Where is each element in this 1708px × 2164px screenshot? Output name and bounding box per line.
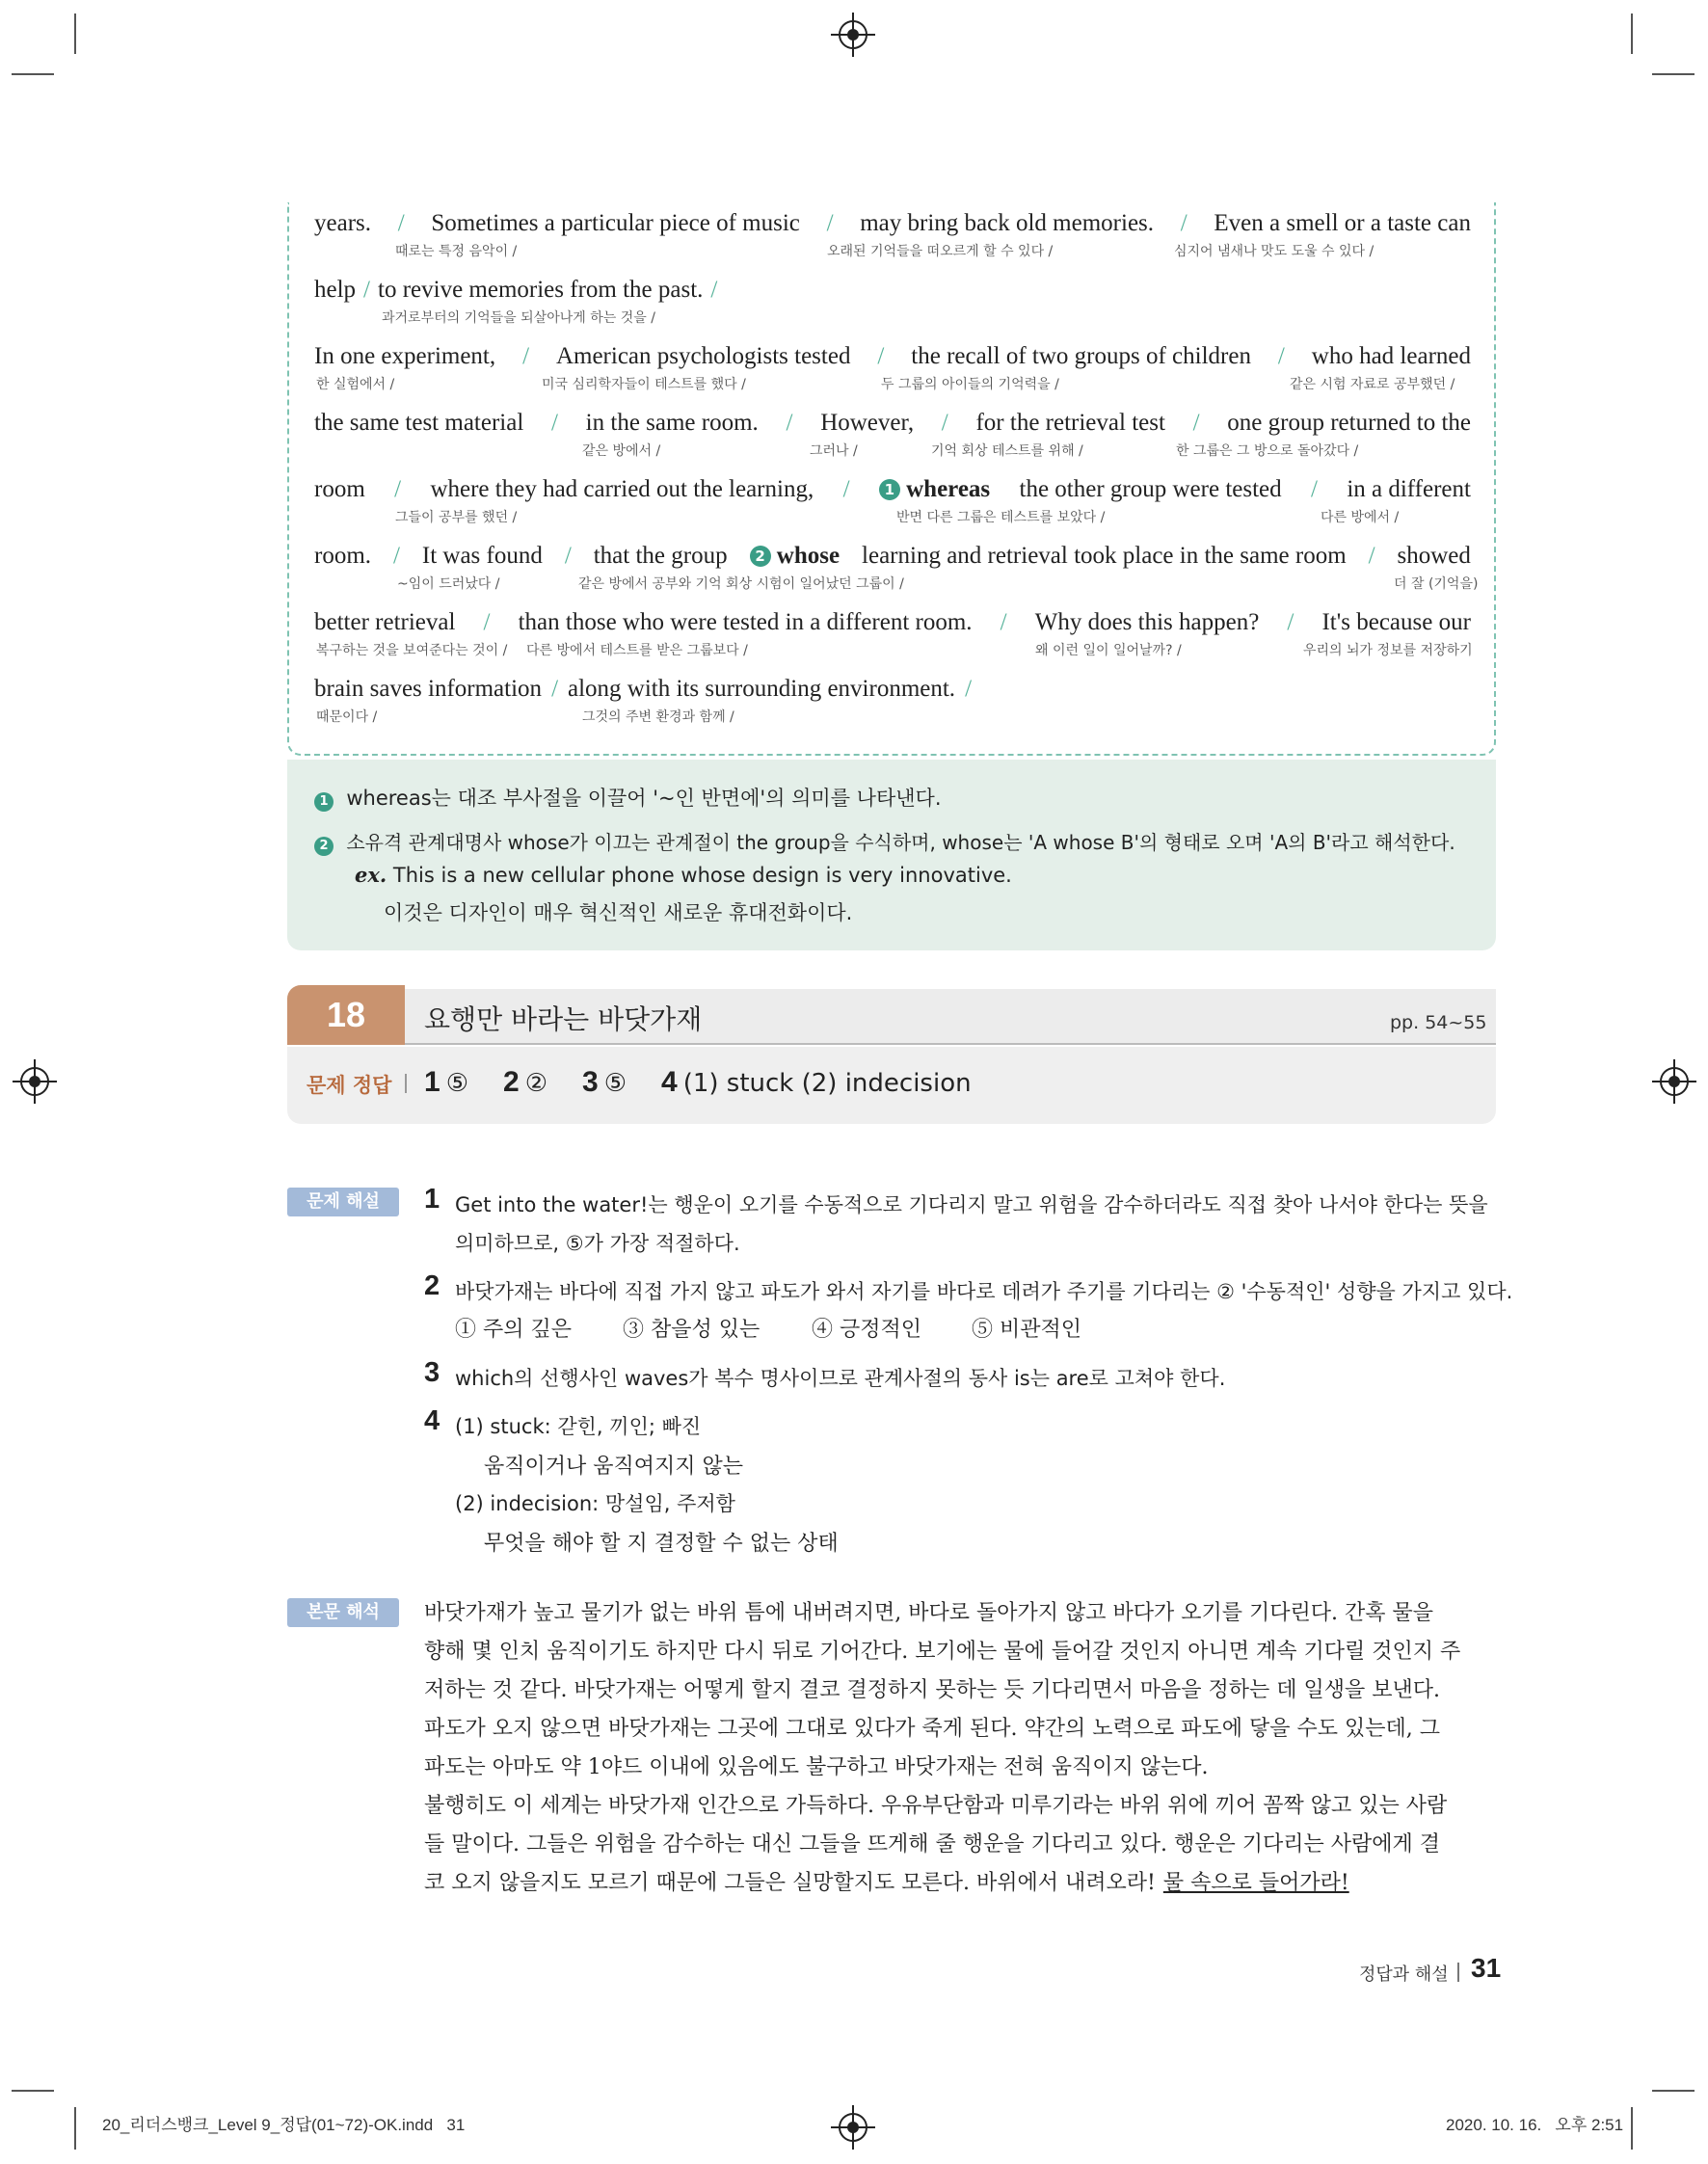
gloss: 반면 다른 그룹은 테스트를 보았다 / [896, 510, 1106, 525]
gloss: 때로는 특정 음악이 / [395, 244, 518, 259]
print-slug-date: 2020. 10. 16. 오후 2:51 [1446, 2116, 1624, 2134]
explanation-tag: 문제 해설 [287, 1188, 399, 1216]
gloss: 우리의 뇌가 정보를 저장하기 [1303, 643, 1473, 658]
translation-text: 바닷가재가 높고 물기가 없는 바위 틈에 내버려지면, 바다로 돌아가지 않고 바다가 오기를 기다린다. 간혹 물을 [424, 1601, 1433, 1625]
chunk: the same test material [314, 410, 524, 436]
example-english: This is a new cellular phone whose design is very innovative. [392, 864, 1012, 887]
translation-text: 저하는 것 같다. 바닷가재는 어떻게 할지 결코 결정하지 못하는 듯 기다리면서 마음을 정하는 데 일생을 보낸다. [424, 1678, 1440, 1702]
grammar-note-2 [314, 827, 1455, 856]
slash: / [842, 476, 850, 502]
translation-line [424, 1866, 1496, 1896]
crop-mark [74, 13, 76, 54]
vocab-item: (1) stuck: 갇힌, 끼인; 빠진 [455, 1415, 702, 1438]
question-number: 1 [424, 1184, 440, 1215]
translation-text: 파도가 오지 않으면 바닷가재는 그곳에 그대로 있다가 죽게 된다. 약간의 노력으로 파도에 닿을 수도 있는데, 그 [424, 1717, 1440, 1741]
slash: / [1180, 210, 1188, 236]
gloss: 다른 방에서 / [1321, 510, 1400, 525]
section-title: 요행만 바라는 바닷가재 [424, 1003, 703, 1035]
question-number: 2 [424, 1270, 440, 1301]
registration-mark-icon [20, 1067, 49, 1096]
gloss: 더 잘 (기억을) [1394, 576, 1479, 592]
gloss: 한 실험에서 / [316, 377, 395, 392]
option-translation: ① 주의 깊은 [455, 1318, 572, 1342]
answer-value: (1) stuck (2) indecision [682, 1069, 972, 1098]
chunk: It was found [421, 543, 543, 569]
slash: / [1287, 609, 1294, 635]
gloss: 같은 방에서 공부와 기억 회상 시험이 일어났던 그룹이 / [578, 576, 904, 592]
chunk: to revive memories from the past. [378, 277, 704, 303]
vocab-definition: 무엇을 해야 할 지 결정할 수 없는 상태 [484, 1532, 839, 1556]
answer-number: 4 [661, 1066, 678, 1098]
gloss: 왜 이런 일이 일어날까? / [1035, 643, 1182, 658]
question-explanation: 의미하므로, ⑤가 가장 적절하다. [455, 1232, 740, 1255]
grammar-note-marker-2: 2 [750, 546, 771, 567]
print-slug-filename: 20_리더스뱅크_Level 9_정답(01~72)-OK.indd 31 [102, 2116, 466, 2134]
page-range: pp. 54~55 [1390, 1012, 1487, 1033]
page-number: 31 [1471, 1953, 1502, 1983]
answer-value: ⑤ [445, 1069, 468, 1098]
translation-text: 들 말이다. 그들은 위험을 감수하는 대신 그들을 뜨게해 줄 행운을 기다리고 있다. 행운은 기다리는 사람에게 결 [424, 1832, 1440, 1857]
chunk: in the same room. [585, 410, 759, 436]
passage-line [314, 410, 1471, 437]
chunk: that the group [593, 543, 728, 569]
divider [405, 1074, 407, 1093]
passage-line [314, 609, 1471, 636]
slash: / [826, 210, 834, 236]
gloss: 다른 방에서 테스트를 받은 그룹보다 / [526, 643, 748, 658]
gloss: ~임이 드러났다 / [397, 576, 500, 592]
note-number-badge: 2 [314, 837, 334, 856]
chunk: better retrieval [314, 609, 456, 635]
slash: / [965, 676, 973, 702]
answer-item [661, 1066, 972, 1099]
gloss: 복구하는 것을 보여준다는 것이 / [316, 643, 508, 658]
translation-text: 불행히도 이 세계는 바닷가재 인간으로 가득하다. 우유부단함과 미루기라는 바위 위에 끼어 꼼짝 않고 있는 사람 [424, 1794, 1448, 1818]
chunk: American psychologists tested [555, 343, 851, 369]
passage-line [314, 543, 1471, 570]
question-number: 4 [424, 1405, 440, 1436]
translation-text: 코 오지 않을지도 모르기 때문에 그들은 실망할지도 모른다. 바위에서 내려오라! [424, 1871, 1156, 1895]
gloss: 같은 시험 자료로 공부했던 / [1290, 377, 1455, 392]
section-number-badge: 18 [287, 985, 405, 1045]
chunk: However, [820, 410, 915, 436]
highlighted-word: whereas [906, 476, 991, 502]
grammar-note-marker-1: 1 [879, 479, 900, 500]
option-translation: ⑤ 비관적인 [972, 1318, 1082, 1342]
chunk: learning and retrieval took place in the same room [862, 543, 1347, 569]
gloss: 기억 회상 테스트를 위해 / [931, 443, 1083, 459]
chunk: than those who were tested in a different room. [518, 609, 973, 635]
chunk: in a different [1347, 476, 1471, 502]
chunk: along with its surrounding environment. [568, 676, 956, 702]
chunk: room [314, 476, 365, 502]
translation-tag: 본문 해석 [287, 1598, 399, 1627]
slash: / [877, 343, 885, 369]
note-number-badge: 1 [314, 792, 334, 812]
chunk: Even a smell or a taste can [1214, 210, 1471, 236]
answer-number: 1 [424, 1066, 440, 1098]
gloss: 오래된 기억들을 떠오르게 할 수 있다 / [827, 244, 1054, 259]
translation-text: 파도는 아마도 약 1야드 이내에 있음에도 불구하고 바닷가재는 전혀 움직이지 않는다. [424, 1755, 1209, 1779]
note-text: 소유격 관계대명사 whose가 이끄는 관계절이 the group을 수식하며, whose는 'A whose B'의 형태로 오며 'A의 B'라고 해석한다. [346, 831, 1455, 854]
slash: / [786, 410, 793, 436]
translation-line [424, 1828, 1496, 1857]
highlighted-word: whose [776, 543, 841, 569]
slash: / [1000, 609, 1007, 635]
chunk: may bring back old memories. [860, 210, 1155, 236]
chunk: who had learned [1311, 343, 1471, 369]
slash: / [363, 277, 370, 303]
slash: / [710, 277, 718, 303]
slash: / [522, 343, 530, 369]
crop-mark [12, 2090, 54, 2092]
answer-item [503, 1066, 547, 1099]
gloss: 그것의 주변 환경과 함께 / [582, 709, 734, 725]
chunk: room. [314, 543, 372, 569]
chunk: In one experiment, [314, 343, 496, 369]
translation-line [424, 1635, 1496, 1665]
slash: / [1311, 476, 1318, 502]
chunk: brain saves information [314, 676, 543, 702]
answer-number: 3 [582, 1066, 599, 1098]
chunk: showed [1397, 543, 1471, 569]
note-text: whereas는 대조 부사절을 이끌어 '~인 반면에'의 의미를 나타낸다. [346, 787, 942, 810]
slash: / [1277, 343, 1285, 369]
gloss: 두 그룹의 아이들의 기억력을 / [881, 377, 1059, 392]
option-translation: ④ 긍정적인 [812, 1318, 922, 1342]
slash: / [941, 410, 948, 436]
question-explanation: which의 선행사인 waves가 복수 명사이므로 관계사절의 동사 is는 are로 고쳐야 한다. [455, 1367, 1226, 1390]
example-label: ex. [355, 863, 387, 887]
answer-value: ⑤ [603, 1069, 627, 1098]
registration-mark-icon [1660, 1067, 1689, 1096]
question-number: 3 [424, 1357, 440, 1388]
translation-line [424, 1596, 1496, 1626]
gloss: 과거로부터의 기억들을 되살아나게 하는 것을 / [382, 310, 655, 326]
passage-line [314, 676, 1471, 703]
gloss: 한 그룹은 그 방으로 돌아갔다 / [1176, 443, 1359, 459]
chunk: Sometimes a particular piece of music [431, 210, 800, 236]
chunk: the recall of two groups of children [911, 343, 1251, 369]
gloss: 때문이다 / [316, 709, 378, 725]
crop-mark [1652, 2090, 1695, 2092]
slash: / [551, 410, 558, 436]
slash: / [483, 609, 491, 635]
crop-mark [1652, 73, 1695, 75]
divider [1457, 1963, 1459, 1982]
gloss: 그러나 / [810, 443, 858, 459]
question-explanation: 바닷가재는 바다에 직접 가지 않고 파도가 와서 자기를 바다로 데려가 주기를 기다리는 ② '수동적인' 성향을 가지고 있다. [455, 1280, 1513, 1303]
slash: / [551, 676, 559, 702]
question-explanation: Get into the water!는 행운이 오기를 수동적으로 기다리지 말고 위험을 감수하더라도 직접 찾아 나서야 한다는 뜻을 [455, 1193, 1488, 1216]
slash: / [397, 210, 405, 236]
chunk: Why does this happen? [1034, 609, 1260, 635]
slash: / [394, 476, 402, 502]
option-translation: ③ 참을성 있는 [623, 1318, 761, 1342]
gloss: 그들이 공부를 했던 / [395, 510, 518, 525]
example-translation: 이것은 디자인이 매우 혁신적인 새로운 휴대전화이다. [384, 901, 853, 924]
chunk: where they had carried out the learning, [430, 476, 814, 502]
chunk: It's because our [1321, 609, 1471, 635]
crop-mark [12, 73, 54, 75]
chunk: years. [314, 210, 371, 236]
answer-item [582, 1066, 627, 1099]
registration-mark-icon [839, 20, 867, 49]
slash: / [1192, 410, 1200, 436]
chunk: one group returned to the [1227, 410, 1471, 436]
translation-line [424, 1789, 1496, 1819]
grammar-note-1 [314, 783, 942, 812]
crop-mark [1631, 13, 1633, 54]
chunk: for the retrieval test [975, 410, 1165, 436]
translation-line [424, 1750, 1496, 1780]
gloss: 같은 방에서 / [582, 443, 661, 459]
answer-value: ② [524, 1069, 547, 1098]
chunk: the other group were tested [1019, 476, 1282, 502]
slash: / [1368, 543, 1375, 569]
example-sentence [355, 863, 1012, 887]
crop-mark [74, 2107, 76, 2150]
answer-label: 문제 정답 [307, 1074, 392, 1097]
passage-line [314, 476, 1471, 503]
vocab-definition: 움직이거나 움직여지지 않는 [484, 1455, 744, 1479]
gloss: 미국 심리학자들이 테스트를 했다 / [542, 377, 746, 392]
slash: / [564, 543, 572, 569]
crop-mark [1631, 2107, 1633, 2150]
footer-label: 정답과 해설 [1359, 1964, 1449, 1985]
passage-line [314, 343, 1471, 370]
registration-mark-icon [839, 2113, 867, 2142]
translation-text: 향해 몇 인치 움직이기도 하지만 다시 뒤로 기어간다. 보기에는 물에 들어갈 것인지 아니면 계속 기다릴 것인지 주 [424, 1640, 1461, 1664]
translation-line [424, 1673, 1496, 1703]
answer-number: 2 [503, 1066, 520, 1098]
slash: / [392, 543, 400, 569]
passage-line [314, 277, 1471, 304]
gloss: 심지어 냄새나 맛도 도울 수 있다 / [1174, 244, 1374, 259]
chunk: help [314, 277, 357, 303]
answer-item [424, 1066, 468, 1099]
translation-line [424, 1712, 1496, 1742]
vocab-item: (2) indecision: 망설임, 주저함 [455, 1492, 735, 1515]
underlined-phrase: 물 속으로 들어가라! [1162, 1871, 1349, 1895]
passage-line [314, 210, 1471, 237]
